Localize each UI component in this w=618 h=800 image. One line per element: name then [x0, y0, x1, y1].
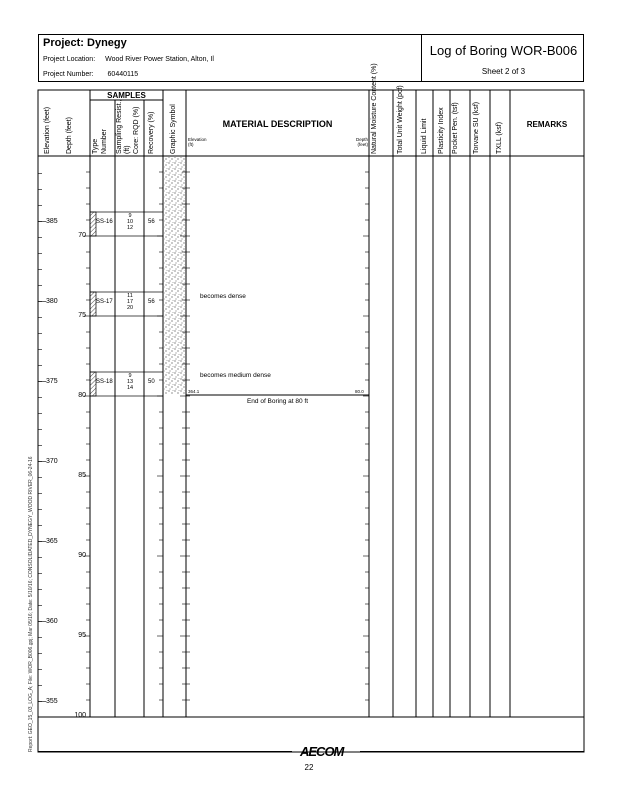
number-value: 60440115 — [107, 71, 139, 78]
depth-tick-label: 90 — [78, 552, 86, 559]
torvane-header: Torvane SU (ksf) — [473, 101, 480, 154]
depth-tick-label: 80 — [78, 392, 86, 399]
depth-tick-label: 85 — [78, 472, 86, 479]
sample-recovery: 56 — [148, 219, 155, 225]
pocket-pen-header: Pocket Pen. (tsf) — [452, 102, 459, 154]
number-label: Project Number: — [43, 71, 94, 78]
moisture-header: Natural Moisture Content (%) — [371, 63, 378, 154]
txll-header: TXLL (ksf) — [496, 121, 503, 154]
remarks-header: REMARKS — [526, 120, 568, 129]
number-header: Number — [101, 129, 108, 154]
description-dense: becomes dense — [200, 293, 246, 300]
sample-recovery: 56 — [148, 299, 155, 305]
elevation-tick-label: 370 — [46, 457, 58, 465]
elevation-header: Elevation (feet) — [44, 106, 51, 154]
location-label: Project Location: — [43, 56, 96, 63]
log-frame — [38, 90, 584, 752]
depth-tick-label: 75 — [78, 312, 86, 319]
depth-tick-label: 100 — [74, 712, 86, 719]
elevation-small-label: Elevation (ft) — [188, 137, 207, 147]
end-elevation: 364.1 — [188, 389, 200, 394]
sample-blows: 9 10 12 — [126, 213, 134, 231]
graphic-symbol-header: Graphic Symbol — [170, 104, 177, 154]
location-value: Wood River Power Station, Alton, Il — [105, 56, 214, 63]
elevation-tick-label: 385 — [46, 217, 58, 225]
report-side-text: Report: GEO_15_03_LOG_A; File: WOR_B006.gpj; Mar 05/16; Date: 5/10/16; CONSOLIDATED_DYNEGY_WOOD RIVER_06-24-16 — [28, 456, 34, 752]
sample-blows: 11 17 20 — [126, 293, 134, 311]
core-rqd-header: Core: RQD (%) — [133, 106, 140, 154]
graphic-symbol-sand — [164, 157, 185, 394]
sample-number: SS-16 — [96, 219, 113, 225]
elevation-tick-label: 380 — [46, 297, 58, 305]
page-number: 22 — [304, 763, 314, 772]
recovery-header: Recovery (%) — [148, 111, 155, 154]
depth-tick-label: 70 — [78, 232, 86, 239]
unit-weight-header: Total Unit Weight (pcf) — [397, 85, 404, 154]
footer-line-left — [38, 751, 292, 752]
samples-header: SAMPLES — [107, 91, 146, 100]
elevation-tick-label: 360 — [46, 617, 58, 625]
elevation-tick-label: 365 — [46, 537, 58, 545]
aecom-logo: AECOM — [300, 744, 344, 759]
plasticity-header: Plasticity Index — [438, 107, 445, 154]
type-header: Type — [92, 138, 99, 154]
project-title: Project: Dynegy — [43, 37, 127, 49]
depth-tick-label: 95 — [78, 632, 86, 639]
description-medium-dense: becomes medium dense — [200, 372, 271, 379]
sample-number: SS-18 — [96, 379, 113, 385]
depth-header: Depth (feet) — [66, 117, 73, 154]
sample-number: SS-17 — [96, 299, 113, 305]
material-description-header: MATERIAL DESCRIPTION — [222, 119, 333, 129]
sample-recovery: 50 — [148, 379, 155, 385]
elevation-tick-label: 355 — [46, 697, 58, 705]
blows-header: (ft) — [124, 145, 131, 154]
liquid-limit-header: Liquid Limit — [421, 118, 428, 154]
end-of-boring-text: End of Boring at 80 ft — [246, 398, 309, 405]
sample-blows: 9 13 14 — [126, 373, 134, 391]
footer-line-right — [360, 751, 584, 752]
depth-small-label: Depth (feet) — [355, 137, 368, 147]
end-depth: 80.0 — [355, 389, 364, 394]
sheet-number: Sheet 2 of 3 — [481, 67, 526, 76]
boring-title: Log of Boring WOR-B006 — [429, 43, 578, 58]
elevation-tick-label: 375 — [46, 377, 58, 385]
sampling-resist-header: Sampling Resist., — [116, 99, 123, 154]
